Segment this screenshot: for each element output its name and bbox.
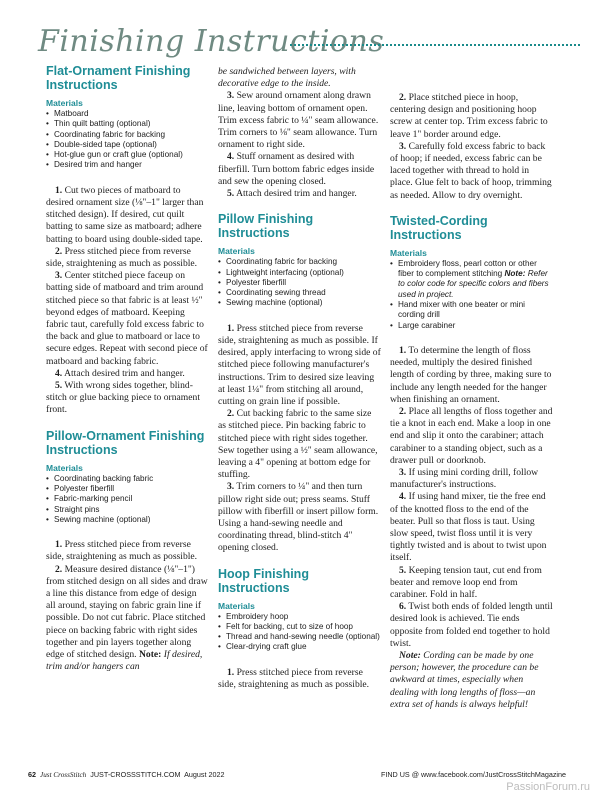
step xyxy=(390,141,554,202)
material-item: • Desired trim and hanger xyxy=(46,160,208,170)
step-text: Place stitched piece in hoop, centering design and positioning hoop screw at center top. Trim excess fabric to leave 1" border around edge. xyxy=(390,92,548,140)
step-text: Cut backing fabric to the same size as stitched piece. Pin backing fabric to stitched piece with right sides together. Sew together using a ½" seam allowance, leaving a 4" opening at bottom edge for stuffing. xyxy=(218,408,378,481)
step-text: Trim corners to ¼" and then turn pillow right side out; press seams. Stuff pillow with fiberfill or insert pillow form. Using a hand-sewing needle and coordinating thread, blind-stitch 4" opening closed. xyxy=(218,481,379,554)
step xyxy=(46,564,208,674)
materials-heading: Materials xyxy=(218,600,255,611)
material-item: • Felt for backing, cut to size of hoop xyxy=(218,622,381,632)
materials-list-pillow-ornament xyxy=(46,474,208,525)
note-text: Refer to color code for specific colors and fibers used in project. xyxy=(398,269,549,299)
material-item: • Embroidery hoop xyxy=(218,612,381,622)
step-text: Press stitched piece from reverse side, straightening as much as possible. xyxy=(46,539,198,563)
step-text: Press stitched piece from reverse side, straightening as much as possible. xyxy=(46,245,198,269)
material-item: • Polyester fiberfill xyxy=(46,484,208,494)
material-item: • Large carabiner xyxy=(390,321,554,331)
watermark: PassionForum.ru xyxy=(506,781,590,793)
step-text: If using hand mixer, tie the free end of the knotted floss to the end of the beater. Pull so that floss is taut. Using slow speed, twist floss until it is very tightly twisted and is about to twist upon itself. xyxy=(390,491,547,564)
step-number: 6. xyxy=(399,601,407,613)
step-text: Place all lengths of floss together and tie a knot in each end. Make a loop in one end and slip it onto the carabiner; attach carabiner to a standing object, such as a drawer pull or doorknob. xyxy=(390,405,553,466)
material-item: • Fabric-marking pencil xyxy=(46,494,208,504)
section-title-pillow: Pillow Finishing Instructions xyxy=(218,212,314,241)
note-label: Note: xyxy=(399,649,421,661)
section-title-twisted-cording: Twisted-Cording Instructions xyxy=(390,213,488,242)
material-item: • Coordinating backing fabric xyxy=(46,474,208,484)
step-text: If using mini cording drill, follow manufacturer's instructions. xyxy=(390,466,539,491)
step xyxy=(218,667,381,691)
material-item: • Coordinating fabric for backing xyxy=(218,257,381,267)
step xyxy=(390,565,554,602)
step xyxy=(390,345,554,406)
materials-list-twisted-cording xyxy=(390,259,554,331)
note-text: If desired, trim and/or hangers can xyxy=(46,648,203,673)
note-label: Note: xyxy=(504,269,526,279)
material-item: • Double-sided tape (optional) xyxy=(46,140,208,150)
column-3 xyxy=(390,92,554,711)
step xyxy=(390,601,554,650)
material-item: • Sewing machine (optional) xyxy=(46,515,208,525)
materials-heading: Materials xyxy=(390,247,427,258)
material-item xyxy=(390,259,554,300)
step-text: To determine the length of floss needed, multiply the desired finished length of cording by three, making sure to include any length needed for the hanger when finishing an ornament. xyxy=(390,344,552,405)
step-number: 5. xyxy=(55,380,63,392)
step-number: 4. xyxy=(55,367,63,379)
materials-heading: Materials xyxy=(218,246,255,257)
step-number: 4. xyxy=(227,151,235,163)
step-number: 4. xyxy=(399,491,407,503)
step-number: 1. xyxy=(227,666,235,678)
step xyxy=(218,151,381,188)
step xyxy=(390,491,554,564)
step-number: 1. xyxy=(399,344,407,356)
step-number: 1. xyxy=(55,184,63,196)
title-bar xyxy=(28,24,568,64)
footer-social[interactable]: FIND US @ www.facebook.com/JustCrossStitchMagazine xyxy=(380,770,566,779)
step-number: 3. xyxy=(227,481,235,493)
step-text: Attach desired trim and hanger. xyxy=(62,367,185,379)
page-title: Finishing Instructions xyxy=(38,24,385,59)
page-number: 62 xyxy=(28,770,36,779)
materials-list-flat-ornament xyxy=(46,109,208,171)
materials-list-pillow xyxy=(218,257,381,308)
step-text: With wrong sides together, blind-stitch or glue backing piece to ornament front. xyxy=(46,380,200,416)
step xyxy=(46,246,208,270)
material-item: • Coordinating sewing thread xyxy=(218,288,381,298)
step xyxy=(218,323,381,408)
column-2 xyxy=(218,66,381,691)
step-number: 2. xyxy=(399,92,407,103)
continued-text: be sandwiched between layers, with decorative edge to the inside. xyxy=(218,66,356,90)
step xyxy=(390,92,554,141)
step xyxy=(218,188,381,200)
issue-date: August 2022 xyxy=(184,770,225,779)
step-text: Cut two pieces of matboard to desired ornament size (⅛"–1" larger than stitched design). If desired, cut quilt batting to same size as matboard; adhere batting to board using double-sided tape. xyxy=(46,184,204,245)
step xyxy=(46,368,208,380)
note-label: Note: xyxy=(139,648,162,660)
title-dotted-rule xyxy=(290,44,580,46)
note-text: Cording can be made by one person; however, the procedure can be awkward at times, especially when dealing with long lengths of floss—an extra set of hands is always helpful! xyxy=(390,649,539,710)
material-item: • Matboard xyxy=(46,109,208,119)
step-number: 2. xyxy=(227,408,235,420)
section-title-pillow-ornament: Pillow-Ornament Finishing Instructions xyxy=(46,428,205,457)
step xyxy=(390,406,554,467)
step-number: 3. xyxy=(227,90,235,102)
materials-heading: Materials xyxy=(46,462,83,473)
column-1 xyxy=(46,64,208,673)
material-item: • Polyester fiberfill xyxy=(218,278,381,288)
step xyxy=(218,481,381,554)
material-item: • Hand mixer with one beater or mini cording drill xyxy=(390,300,554,321)
material-item: • Coordinating fabric for backing xyxy=(46,130,208,140)
step-text: Press stitched piece from reverse side, straightening as much as possible. xyxy=(218,666,370,690)
step-number: 5. xyxy=(399,564,407,576)
section-title-flat-ornament: Flat-Ornament Finishing Instructions xyxy=(46,64,191,92)
step-text: Measure desired distance (⅛"–1") from stitched design on all sides and draw a line this distance from edge of design all around, staying on fabric grain line if possible. Do not cut fabric. Place stitched piece on backing fabric with right sides together and pin layers together along edge of stitched design. xyxy=(46,563,208,660)
step xyxy=(390,467,554,491)
step-text: Twist both ends of folded length until desired look is achieved. Tie ends opposite from folded end together to hold twist. xyxy=(390,601,553,649)
step-text: Keeping tension taut, cut end from beater and remove loop end from carabiner. Fold in half. xyxy=(390,564,542,600)
step-number: 1. xyxy=(227,322,235,334)
material-item: • Clear-drying craft glue xyxy=(218,642,381,652)
material-item: • Lightweight interfacing (optional) xyxy=(218,268,381,278)
material-item: • Straight pins xyxy=(46,505,208,515)
material-item: • Thin quilt batting (optional) xyxy=(46,119,208,129)
step xyxy=(218,408,381,481)
materials-list-hoop xyxy=(218,612,381,653)
step xyxy=(46,270,208,368)
step xyxy=(46,185,208,246)
step-text: Stuff ornament as desired with fiberfill. Turn bottom fabric edges inside and sew the opening closed. xyxy=(218,151,375,187)
step-number: 3. xyxy=(399,466,407,478)
step-number: 3. xyxy=(55,270,63,282)
material-item: • Hot-glue gun or craft glue (optional) xyxy=(46,150,208,160)
step-number: 2. xyxy=(55,245,63,257)
material-text: Embroidery floss, pearl cotton or other fiber to complement stitching xyxy=(398,258,537,279)
final-note xyxy=(390,650,554,711)
step-text: Attach desired trim and hanger. xyxy=(234,188,357,200)
material-item: • Sewing machine (optional) xyxy=(218,298,381,308)
step-text: Sew around ornament along drawn line, leaving bottom of ornament open. Trim excess fabric to ¼" seam allowance. Trim corners to ⅛" seam allowance. Turn ornament to right side. xyxy=(218,90,379,151)
website-link[interactable]: JUST-CROSSSTITCH.COM xyxy=(90,770,181,779)
material-item: • Thread and hand-sewing needle (optional) xyxy=(218,632,381,642)
materials-heading: Materials xyxy=(46,98,83,108)
step-text: Center stitched piece faceup on batting side of matboard and trim around stitched piece so that fabric is at least ½" beyond edges of matboard. Keeping fabric taut, carefully fold excess fabric to the back and glue to matboard or lace to secure edges. Repeat with second piece of matboard and backing fabric. xyxy=(46,270,208,367)
step-text: Carefully fold excess fabric to back of hoop; if needed, excess fabric can be laced together with thread to hold in place. Glue felt to back of hoop, trimming as needed. Allow to dry overnight. xyxy=(390,140,552,201)
magazine-brand: Just CrossStitch xyxy=(40,771,87,779)
step-number: 5. xyxy=(227,188,235,200)
footer-left xyxy=(28,770,225,779)
step-number: 1. xyxy=(55,539,63,551)
step xyxy=(46,380,208,417)
step-number: 2. xyxy=(399,405,407,417)
section-title-hoop: Hoop Finishing Instructions xyxy=(218,566,309,595)
step-number: 2. xyxy=(55,563,63,575)
step-text: Press stitched piece from reverse side, straightening as much as possible. If desired, apply interfacing to wrong side of stitched piece following manufacturer's instructions. Trim to desired size leaving at least 1¼" from stitching all around, cutting on grain line if possible. xyxy=(218,322,381,407)
step xyxy=(46,539,208,563)
step-number: 3. xyxy=(399,140,407,152)
step xyxy=(218,90,381,151)
